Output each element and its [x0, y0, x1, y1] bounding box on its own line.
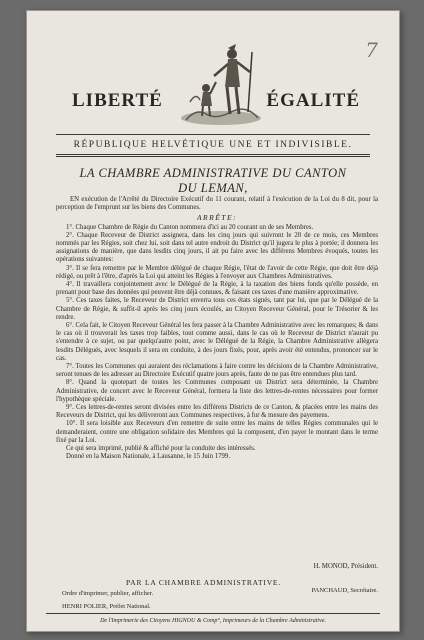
article-10: 10°. Il sera loisible aux Receveurs d'en remettre de suite entre les mains de telles Régies communales qui le demanderaient, contre une obligation solidaire des Membres qui la composent, d'en payer le montant dans le terme fixé par la Loi.: [56, 420, 378, 444]
divider: [56, 154, 370, 155]
page-number: 7: [365, 38, 378, 62]
prefect-signature: HENRI POLIER, Préfet National.: [62, 603, 151, 610]
article-7: 7°. Toutes les Communes qui auraient des réclamations à faire contre les décisions de la Chambre Administrative, seront tenues de les adresser au Directoire Exécutif quatre jours après, faute de ne pas être entendues plus tard.: [56, 363, 378, 379]
date-clause: Donné en la Maison Nationale, à Lausanne, le 15 Juin 1799.: [66, 453, 231, 461]
article-9: 9°. Ces lettres-de-rentes seront divisées entre les différens Districts de ce Canton, & placées entre les mains des Receveurs de District, qui les délivreront aux Communes respectives, à fur & mesure des payemens.: [56, 404, 378, 420]
article-5: 5°. Ces taxes faites, le Receveur de District enverra tous ces états signés, tant par lui, que par le Délégué de la Chambre de Régie, & suffit-il après les cinq jours écoulés, au Citoyen Receveur Général, pour le Trésorier & les rendre.: [56, 297, 378, 321]
decree-body: [56, 196, 378, 462]
republic-subtitle: RÉPUBLIQUE HELVÉTIQUE UNE ET INDIVISIBLE.: [73, 140, 353, 150]
print-order: Ordre d'imprimer, publier, afficher.: [62, 590, 154, 597]
intro-paragraph: EN exécution de l'Arrêté du Directoire Exécutif du 11 courant, relatif à l'exécution de la Loi du 8 dit, pour la perception de l'emprunt sur les biens des Communes.: [56, 196, 378, 212]
secretary-signature: PANCHAUD, Secrétaire.: [311, 587, 378, 594]
divider: [46, 613, 380, 614]
publication-clause: Ce qui sera imprimé, publié & affiché pour la conduite des intéressés.: [66, 445, 256, 453]
article-8: 8°. Quand la quotepart de toutes les Communes composant un District sera déterminée, la Chambre Administrative, de concert avec le Receveur Général, formera la liste des lettres-de-rentes nécessaires pour former l'hypothèque spéciale.: [56, 379, 378, 403]
proclamation-sheet: [26, 10, 400, 632]
article-6: 6°. Cela fait, le Citoyen Receveur Général les fera passer à la Chambre Administrative avec les remarques; & dans le cas où il trouverait les taxes trop faibles, tout comme aussi, dans le cas où le Receveur de District n'aurait pu s'entendre à ce sujet, ou par quelqu'autre point, avec le Délégué de la Régie, la Chambre Administrative allègera lesdits Délégués, avec lesquels il sera en conduite, à des jours fixés, pour, après avoir été entendus, prononcer sur le cas.: [56, 322, 378, 362]
divider: [56, 156, 370, 157]
article-1: 1°. Chaque Chambre de Régie du Canton nommera d'ici au 20 courant un de ses Membres.: [66, 223, 314, 231]
liberte-heading: LIBERTÉ: [72, 90, 163, 111]
chamber-title-line1: LA CHAMBRE ADMINISTRATIVE DU CANTON: [79, 166, 347, 180]
article-4: 4°. Il travaillera conjointement avec le Délégué de la Régie, à la taxation des biens fonds qu'elle possède, en prenant pour base des données qui peuvent être déjà connues, & faisant ces taxes d'une manière approximative.: [56, 281, 378, 297]
egalite-heading: ÉGALITÉ: [266, 90, 360, 111]
chamber-title: [46, 166, 380, 196]
divider: [56, 134, 370, 135]
chamber-title-line2: DU LEMAN,: [178, 181, 248, 195]
printer-imprint: De l'Imprimerie des Citoyens HIGNOU & Comp°, Imprimeurs de la Chambre Administrative.: [100, 618, 326, 624]
article-2: 2°. Chaque Receveur de District assignera, dans les cinq jours qui suivront le 20 de ce mois, ces Membres nommés par les Régies, soit chez lui, soit dans tel autre endroit du District qu'il jugera le plus à portée; il donnera les assignations de manière, que dans lesdits cinq jours, il ait pu faire avec les différens Membres évoqués, toutes les opérations suivantes:: [56, 231, 378, 264]
article-3: 3°. Il se fera remettre par le Membre délégué de chaque Régie, l'état de l'avoir de cette Régie, que doit être déjà rédigé, ou prêt à l'être, d'après la Loi qui atteint les Régies à l'envoyer aux Chambres Administratives.: [56, 264, 378, 280]
president-signature: H. MONOD, Président.: [313, 563, 378, 570]
liberty-vignette-image: [176, 42, 266, 128]
chamber-signature: PAR LA CHAMBRE ADMINISTRATIVE.: [126, 578, 281, 587]
arrete-heading: ARRÊTE:: [196, 213, 238, 223]
